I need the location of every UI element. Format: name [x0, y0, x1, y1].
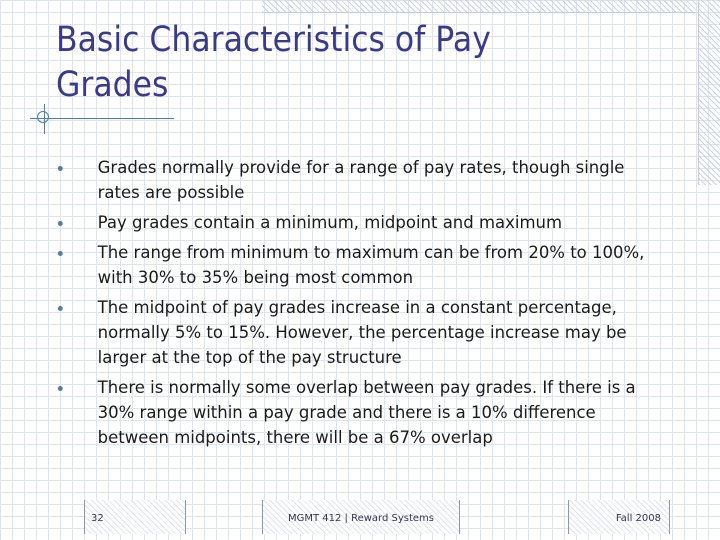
right-decorative-band: [698, 0, 720, 185]
bullet-text: Pay grades contain a minimum, midpoint and maximum: [97, 213, 563, 233]
page-number: 32: [91, 513, 104, 524]
ring-ornament-icon: [37, 111, 49, 123]
bullet-item: [54, 156, 655, 206]
bullet-text: Grades normally provide for a range of pay rates, though single rates are possible: [97, 158, 625, 203]
footer-page-number-box: [84, 500, 186, 534]
bullet-dot-icon: [58, 166, 63, 171]
bullet-text: The midpoint of pay grades increase in a constant percentage, normally 5% to 15%. However, the percentage increase may be larger at the top of the pay structure: [97, 298, 627, 368]
bullet-list: [54, 156, 674, 456]
slide-title: Basic Characteristics of Pay Grades: [56, 20, 491, 105]
bullet-item: [54, 376, 655, 451]
top-decorative-band: [262, 0, 696, 13]
footer-term-box: [568, 500, 670, 534]
footer-course-box: [262, 500, 460, 534]
bullet-item: [54, 296, 655, 371]
bullet-item: [54, 241, 655, 291]
bullet-text: There is normally some overlap between pay grades. If there is a 30% range within a pay grade and there is a 10% difference between midpoints, there will be a 67% overlap: [97, 378, 636, 448]
title-underline-rule: [30, 118, 174, 119]
bullet-text: The range from minimum to maximum can be from 20% to 100%, with 30% to 35% being most common: [97, 243, 645, 288]
term-label: Fall 2008: [615, 513, 661, 524]
bullet-item: [54, 211, 655, 236]
course-label: MGMT 412 | Reward Systems: [287, 513, 435, 524]
bullet-dot-icon: [58, 386, 63, 391]
bullet-dot-icon: [58, 251, 63, 256]
bullet-dot-icon: [58, 306, 63, 311]
bullet-dot-icon: [58, 221, 63, 226]
